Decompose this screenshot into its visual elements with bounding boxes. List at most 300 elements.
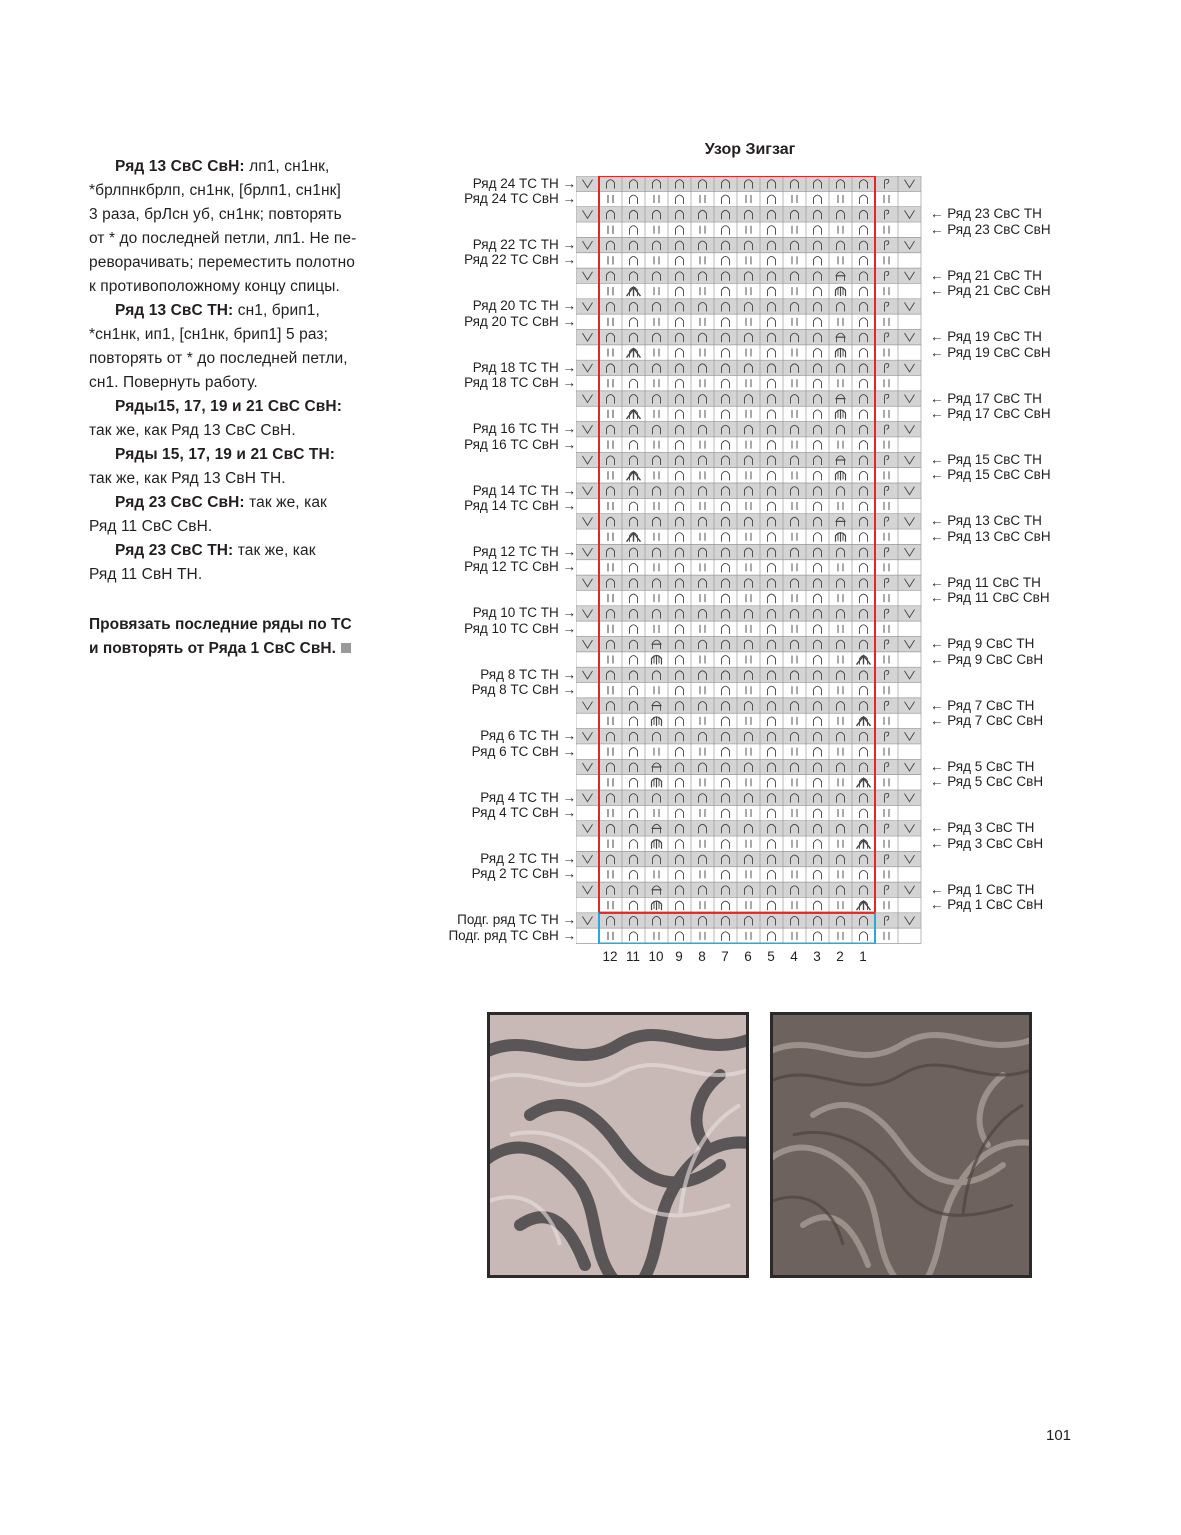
stitch-symbol-bars: [608, 533, 613, 541]
stitch-symbol-bars: [608, 870, 613, 878]
stitch-symbol-inc: [652, 656, 662, 665]
column-number: 6: [744, 949, 752, 964]
stitch-symbol-bars: [608, 471, 613, 479]
stitch-symbol-bars: [746, 717, 751, 725]
stitch-symbol-arch: [722, 686, 730, 695]
stitch-symbol-bars: [608, 502, 613, 510]
stitch-symbol-arch: [768, 379, 776, 388]
shaded-row: [576, 606, 921, 621]
stitch-symbol-bars: [608, 625, 613, 633]
stitch-symbol-inc: [836, 287, 846, 296]
stitch-symbol-arch: [630, 563, 638, 572]
stitch-symbol-arch: [768, 256, 776, 265]
stitch-symbol-bars: [884, 195, 889, 203]
stitch-symbol-bars: [700, 656, 705, 664]
stitch-symbol-bars: [608, 471, 613, 479]
left-row-label: Ряд 16 ТС СвН →: [464, 436, 576, 452]
stitch-symbol-bars: [746, 686, 751, 694]
stitch-symbol-bars: [838, 502, 843, 510]
stitch-symbol-arch: [722, 318, 730, 327]
left-row-label: Ряд 14 ТС СвН →: [464, 498, 576, 514]
stitch-symbol-bars: [792, 379, 797, 387]
shaded-row: [576, 452, 921, 467]
stitch-symbol-arch: [722, 778, 730, 787]
right-row-label: ← Ряд 9 СвС СвН: [930, 651, 1044, 667]
stitch-symbol-bars: [654, 410, 659, 418]
stitch-symbol-arch: [814, 656, 822, 665]
stitch-symbol-bars: [608, 502, 613, 510]
shaded-row: [576, 575, 921, 590]
right-row-label: ← Ряд 13 СвС СвН: [930, 528, 1051, 544]
stitch-symbol-arch: [722, 379, 730, 388]
stitch-symbol-bars: [700, 502, 705, 510]
shaded-row: [576, 422, 921, 437]
stitch-symbol-bars: [792, 840, 797, 848]
stitch-symbol-bars: [700, 901, 705, 909]
stitch-symbol-bars: [654, 563, 659, 571]
stitch-symbol-arch: [722, 594, 730, 603]
stitch-symbol-bars: [700, 410, 705, 418]
stitch-symbol-bars: [884, 349, 889, 357]
stitch-symbol-arch: [768, 686, 776, 695]
stitch-symbol-arch: [814, 287, 822, 296]
stitch-symbol-bars: [884, 471, 889, 479]
stitch-symbol-bars: [838, 594, 843, 602]
stitch-symbol-bars: [654, 349, 659, 357]
stitch-symbol-bars: [700, 533, 705, 541]
stitch-symbol-bars: [608, 226, 613, 234]
stitch-symbol-arch: [722, 717, 730, 726]
stitch-symbol-arch: [630, 226, 638, 235]
stitch-symbol-bars: [792, 809, 797, 817]
stitch-symbol-arch: [860, 195, 868, 204]
stitch-symbol-bars: [608, 195, 613, 203]
stitch-symbol-bars: [608, 717, 613, 725]
stitch-symbol-dec: [857, 778, 871, 787]
stitch-symbol-arch: [722, 256, 730, 265]
stitch-symbol-arch: [860, 563, 868, 572]
stitch-symbol-bars: [838, 686, 843, 694]
stitch-symbol-arch: [676, 287, 684, 296]
stitch-symbol-bars: [654, 441, 659, 449]
stitch-symbol-bars: [838, 901, 843, 909]
left-row-label: Ряд 8 ТС ТН →: [480, 666, 576, 682]
stitch-symbol-bars: [884, 533, 889, 541]
stitch-symbol-arch: [860, 318, 868, 327]
stitch-symbol-arch: [676, 717, 684, 726]
left-row-label: Ряд 10 ТС ТН →: [472, 605, 576, 621]
stitch-symbol-bars: [608, 533, 613, 541]
stitch-symbol-bars: [700, 256, 705, 264]
stitch-symbol-inc: [652, 778, 662, 787]
stitch-symbol-bars: [608, 748, 613, 756]
right-row-label: ← Ряд 17 СвС СвН: [930, 405, 1051, 421]
stitch-symbol-arch: [768, 533, 776, 542]
stitch-symbol-arch: [814, 349, 822, 358]
stitch-symbol-arch: [676, 502, 684, 511]
stitch-symbol-arch: [676, 533, 684, 542]
stitch-symbol-arch: [722, 410, 730, 419]
stitch-symbol-bars: [608, 471, 613, 479]
stitch-symbol-arch: [814, 256, 822, 265]
column-number: 12: [602, 949, 618, 964]
column-number: 4: [790, 949, 798, 964]
shaded-row: [576, 544, 921, 559]
instruction-row13-rs-light: Ряд 13 СвС СвН: лп1, сн1нк, *брлпнкбрлп, сн1нк, [брлп1, сн1нк] 3 раза, брЛсн уб, сн1нк; повторять от * до последней петли, лп1. Не пе- реворачивать; переместить полотно к противоположному концу спицы.: [89, 158, 357, 295]
left-row-label: Ряд 2 ТС СвН →: [471, 866, 576, 882]
stitch-symbol-bars: [608, 809, 613, 817]
stitch-symbol-arch: [814, 471, 822, 480]
stitch-symbol-arch: [630, 256, 638, 265]
stitch-symbol-bars: [608, 256, 613, 264]
stitch-symbol-inc: [836, 349, 846, 358]
stitch-symbol-bars: [654, 870, 659, 878]
page-number: 101: [1046, 1427, 1072, 1444]
stitch-symbol-bars: [884, 656, 889, 664]
stitch-symbol-bars: [608, 533, 613, 541]
left-row-label: Ряд 24 ТС ТН →: [472, 175, 576, 191]
stitch-symbol-bars: [746, 932, 751, 940]
stitch-symbol-bars: [746, 594, 751, 602]
left-row-label: Ряд 6 ТС ТН →: [480, 728, 576, 744]
stitch-symbol-arch: [768, 226, 776, 235]
left-row-label: Ряд 24 ТС СвН →: [464, 191, 576, 207]
stitch-symbol-arch: [676, 594, 684, 603]
stitch-symbol-inc: [836, 410, 846, 419]
shaded-row: [576, 237, 921, 252]
stitch-symbol-arch: [722, 809, 730, 818]
left-row-label: Ряд 6 ТС СвН →: [471, 743, 576, 759]
left-row-label: Ряд 4 ТС ТН →: [480, 789, 576, 805]
stitch-symbol-bars: [884, 502, 889, 510]
stitch-symbol-arch: [630, 840, 638, 849]
stitch-symbol-bars: [608, 625, 613, 633]
right-row-label: ← Ряд 13 СвС ТН: [930, 513, 1042, 529]
column-number: 10: [648, 949, 664, 964]
stitch-symbol-bars: [608, 349, 613, 357]
stitch-symbol-bars: [884, 410, 889, 418]
finish-instruction: Провязать последние ряды по ТС и повторять от Ряда 1 СвС СвН.: [89, 616, 352, 657]
shaded-row: [576, 330, 921, 345]
stitch-symbol-bars: [608, 318, 613, 326]
stitch-symbol-bars: [792, 195, 797, 203]
stitch-symbol-arch: [722, 441, 730, 450]
column-number: 9: [675, 949, 683, 964]
stitch-symbol-bars: [792, 410, 797, 418]
column-number: 7: [721, 949, 729, 964]
stitch-symbol-bars: [654, 226, 659, 234]
instruction-rows15-21-dark: Ряды 15, 17, 19 и 21 СвС ТН: так же, как Ряд 13 СвН ТН.: [89, 446, 336, 487]
stitch-symbol-bars: [608, 809, 613, 817]
right-row-label: ← Ряд 19 СвС СвН: [930, 344, 1051, 360]
stitch-symbol-bars: [746, 441, 751, 449]
stitch-symbol-arch: [630, 594, 638, 603]
stitch-symbol-arch: [860, 809, 868, 818]
stitch-symbol-bars: [838, 563, 843, 571]
stitch-symbol-bars: [608, 656, 613, 664]
stitch-symbol-bars: [608, 870, 613, 878]
stitch-symbol-bars: [746, 809, 751, 817]
stitch-symbol-inc: [836, 533, 846, 542]
stitch-symbol-bars: [838, 318, 843, 326]
stitch-symbol-bars: [838, 625, 843, 633]
left-row-label: Ряд 14 ТС ТН →: [472, 482, 576, 498]
stitch-symbol-bars: [700, 195, 705, 203]
shaded-row: [576, 391, 921, 406]
right-row-label: ← Ряд 15 СвС ТН: [930, 451, 1042, 467]
stitch-symbol-arch: [722, 840, 730, 849]
stitch-symbol-bars: [792, 471, 797, 479]
stitch-symbol-arch: [768, 594, 776, 603]
stitch-symbol-bars: [608, 594, 613, 602]
stitch-symbol-arch: [814, 778, 822, 787]
stitch-symbol-bars: [884, 563, 889, 571]
stitch-symbol-arch: [814, 563, 822, 572]
left-row-label: Подг. ряд ТС ТН →: [457, 912, 576, 928]
stitch-symbol-arch: [860, 686, 868, 695]
stitch-symbol-bars: [746, 471, 751, 479]
stitch-symbol-arch: [860, 625, 868, 634]
stitch-symbol-arch: [676, 686, 684, 695]
stitch-symbol-bars: [792, 256, 797, 264]
left-row-label: Ряд 20 ТС ТН →: [472, 298, 576, 314]
stitch-symbol-arch: [630, 625, 638, 634]
left-row-label: Ряд 18 ТС СвН →: [464, 375, 576, 391]
stitch-symbol-arch: [630, 870, 638, 879]
stitch-symbol-arch: [676, 778, 684, 787]
stitch-symbol-bars: [700, 563, 705, 571]
left-row-label: Ряд 20 ТС СвН →: [464, 313, 576, 329]
stitch-symbol-bars: [700, 870, 705, 878]
stitch-symbol-arch: [676, 441, 684, 450]
stitch-symbol-bars: [608, 318, 613, 326]
stitch-symbol-bars: [838, 717, 843, 725]
stitch-symbol-arch: [676, 625, 684, 634]
stitch-symbol-arch: [722, 287, 730, 296]
chart-title: Узор Зигзаг: [704, 141, 796, 158]
stitch-symbol-arch: [768, 840, 776, 849]
stitch-symbol-bars: [608, 195, 613, 203]
stitch-symbol-arch: [860, 932, 868, 941]
stitch-symbol-bars: [700, 226, 705, 234]
stitch-symbol-arch: [860, 502, 868, 511]
stitch-symbol-bars: [700, 809, 705, 817]
stitch-symbol-arch: [860, 379, 868, 388]
stitch-symbol-arch: [860, 256, 868, 265]
stitch-symbol-arch: [768, 870, 776, 879]
column-number: 3: [813, 949, 821, 964]
stitch-symbol-arch: [630, 656, 638, 665]
stitch-symbol-bars: [884, 256, 889, 264]
stitch-symbol-arch: [676, 256, 684, 265]
stitch-symbol-bars: [608, 594, 613, 602]
stitch-symbol-bars: [792, 441, 797, 449]
shaded-row: [576, 759, 921, 774]
stitch-symbol-arch: [630, 379, 638, 388]
stitch-symbol-arch: [768, 502, 776, 511]
stitch-symbol-bars: [608, 563, 613, 571]
shaded-row: [576, 514, 921, 529]
stitch-symbol-arch: [814, 748, 822, 757]
stitch-symbol-arch: [768, 656, 776, 665]
shaded-row: [576, 882, 921, 897]
stitch-symbol-bars: [608, 379, 613, 387]
right-row-label: ← Ряд 3 СвС ТН: [930, 820, 1035, 836]
stitch-symbol-bars: [746, 901, 751, 909]
stitch-symbol-arch: [676, 349, 684, 358]
stitch-symbol-bars: [608, 778, 613, 786]
stitch-symbol-arch: [722, 870, 730, 879]
right-row-label: ← Ряд 9 СвС ТН: [930, 636, 1035, 652]
stitch-symbol-arch: [722, 349, 730, 358]
stitch-symbol-bars: [792, 349, 797, 357]
stitch-symbol-bars: [746, 287, 751, 295]
stitch-symbol-bars: [792, 901, 797, 909]
stitch-symbol-bars: [608, 349, 613, 357]
right-row-label: ← Ряд 23 СвС СвН: [930, 221, 1051, 237]
stitch-symbol-dec: [857, 717, 871, 726]
stitch-symbol-bars: [608, 441, 613, 449]
stitch-symbol-bars: [608, 778, 613, 786]
stitch-symbol-bars: [608, 901, 613, 909]
stitch-symbol-bars: [700, 441, 705, 449]
stitch-symbol-inc: [652, 840, 662, 849]
stitch-symbol-arch: [676, 656, 684, 665]
stitch-symbol-bars: [654, 287, 659, 295]
column-number: 8: [698, 949, 706, 964]
stitch-symbol-arch: [768, 563, 776, 572]
shaded-row: [576, 729, 921, 744]
stitch-symbol-bars: [608, 932, 613, 940]
stitch-symbol-arch: [814, 318, 822, 327]
stitch-symbol-bars: [654, 471, 659, 479]
stitch-symbol-bars: [884, 870, 889, 878]
stitch-symbol-bars: [746, 870, 751, 878]
stitch-symbol-bars: [654, 533, 659, 541]
stitch-chart: [576, 176, 926, 944]
shaded-row: [576, 483, 921, 498]
stitch-symbol-bars: [608, 932, 613, 940]
stitch-symbol-dec: [627, 287, 641, 296]
stitch-symbol-bars: [700, 717, 705, 725]
stitch-symbol-bars: [654, 625, 659, 633]
stitch-symbol-bars: [608, 441, 613, 449]
stitch-symbol-bars: [608, 901, 613, 909]
stitch-symbol-bars: [654, 594, 659, 602]
stitch-symbol-bars: [884, 441, 889, 449]
stitch-symbol-arch: [768, 349, 776, 358]
stitch-symbol-arch: [768, 932, 776, 941]
stitch-symbol-bars: [654, 502, 659, 510]
stitch-symbol-bars: [700, 748, 705, 756]
stitch-symbol-bars: [700, 471, 705, 479]
stitch-symbol-bars: [884, 379, 889, 387]
stitch-symbol-bars: [608, 594, 613, 602]
stitch-symbol-arch: [814, 410, 822, 419]
shaded-row: [576, 268, 921, 283]
stitch-symbol-bars: [654, 686, 659, 694]
right-row-label: ← Ряд 5 СвС ТН: [930, 758, 1035, 774]
stitch-symbol-arch: [814, 502, 822, 511]
stitch-symbol-arch: [722, 748, 730, 757]
instruction-row13-rs-dark: Ряд 13 СвС ТН: сн1, брип1, *сн1нк, ип1, [сн1нк, брип1] 5 раз; повторять от * до последней петли, сн1. Повернуть работу.: [89, 302, 348, 391]
stitch-symbol-arch: [722, 656, 730, 665]
stitch-symbol-bars: [654, 809, 659, 817]
stitch-symbol-arch: [630, 901, 638, 910]
stitch-symbol-bars: [700, 840, 705, 848]
stitch-symbol-bars: [700, 932, 705, 940]
stitch-symbol-dec: [627, 410, 641, 419]
stitch-symbol-arch: [814, 686, 822, 695]
stitch-symbol-arch: [768, 287, 776, 296]
stitch-symbol-dec: [857, 656, 871, 665]
stitch-symbol-bars: [608, 656, 613, 664]
stitch-symbol-arch: [722, 471, 730, 480]
stitch-symbol-bars: [838, 932, 843, 940]
stitch-symbol-bars: [792, 625, 797, 633]
stitch-symbol-bars: [746, 778, 751, 786]
stitch-symbol-bars: [838, 809, 843, 817]
stitch-symbol-bars: [700, 625, 705, 633]
stitch-symbol-bars: [792, 318, 797, 326]
stitch-symbol-bars: [608, 870, 613, 878]
stitch-symbol-arch: [768, 778, 776, 787]
stitch-symbol-arch: [722, 195, 730, 204]
left-row-label: Ряд 18 ТС ТН →: [472, 359, 576, 375]
stitch-symbol-bars: [608, 686, 613, 694]
stitch-symbol-dec: [627, 349, 641, 358]
stitch-symbol-bars: [792, 226, 797, 234]
end-square-icon: [341, 643, 351, 653]
stitch-symbol-arch: [630, 502, 638, 511]
shaded-row: [576, 790, 921, 805]
stitch-symbol-arch: [722, 563, 730, 572]
stitch-symbol-bars: [792, 502, 797, 510]
stitch-symbol-arch: [768, 441, 776, 450]
left-row-label: Ряд 12 ТС ТН →: [472, 544, 576, 560]
right-row-label: ← Ряд 21 СвС СвН: [930, 283, 1051, 299]
stitch-symbol-bars: [884, 287, 889, 295]
stitch-symbol-arch: [814, 809, 822, 818]
stitch-symbol-bars: [838, 226, 843, 234]
stitch-symbol-bars: [884, 809, 889, 817]
left-row-label: Ряд 8 ТС СвН →: [471, 682, 576, 698]
stitch-symbol-bars: [608, 717, 613, 725]
stitch-symbol-bars: [838, 840, 843, 848]
stitch-symbol-bars: [608, 349, 613, 357]
stitch-symbol-bars: [884, 932, 889, 940]
stitch-symbol-bars: [792, 932, 797, 940]
stitch-symbol-bars: [838, 256, 843, 264]
swatch-photo-contrast: [487, 1012, 749, 1278]
stitch-symbol-bars: [746, 410, 751, 418]
stitch-symbol-bars: [700, 778, 705, 786]
stitch-symbol-bars: [608, 195, 613, 203]
stitch-symbol-bars: [838, 195, 843, 203]
stitch-symbol-arch: [768, 318, 776, 327]
stitch-symbol-bars: [608, 686, 613, 694]
stitch-symbol-bars: [792, 563, 797, 571]
column-number: 5: [767, 949, 775, 964]
column-number: 2: [836, 949, 844, 964]
stitch-symbol-arch: [814, 840, 822, 849]
left-row-label: Ряд 2 ТС ТН →: [480, 851, 576, 867]
stitch-symbol-arch: [860, 410, 868, 419]
stitch-symbol-arch: [722, 502, 730, 511]
stitch-symbol-bars: [884, 594, 889, 602]
stitch-symbol-bars: [838, 778, 843, 786]
stitch-symbol-arch: [814, 195, 822, 204]
